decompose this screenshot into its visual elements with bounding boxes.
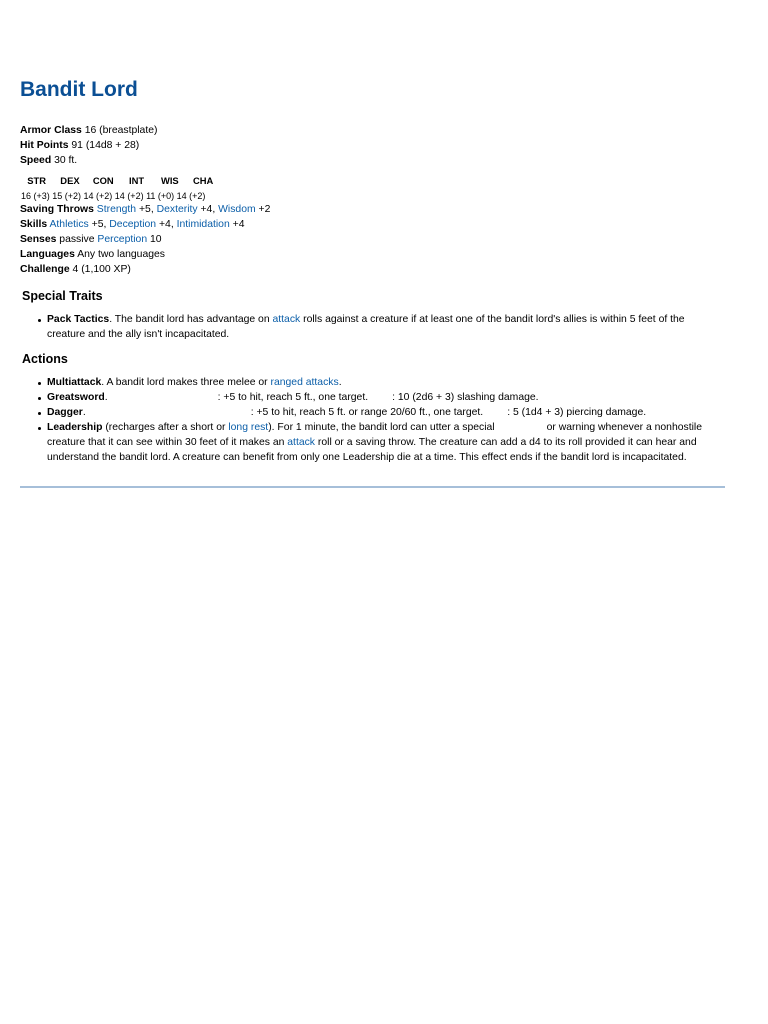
languages-value: Any two languages bbox=[77, 248, 165, 260]
multiattack-name: Multiattack bbox=[47, 377, 102, 388]
attack-link[interactable]: attack bbox=[272, 314, 301, 325]
ability-headers bbox=[20, 174, 725, 188]
wisdom-link[interactable]: Wisdom bbox=[218, 204, 256, 216]
hit-points-label: Hit Points bbox=[20, 139, 69, 151]
hit-points-value: 91 (14d8 + 28) bbox=[71, 139, 140, 151]
saving-throws-line bbox=[20, 203, 725, 218]
languages-line bbox=[20, 248, 725, 263]
pack-tactics-text-after: rolls against a creature if at least one of the bandit lord's allies is within 5 feet of the creature and the ally isn't incapacitated. bbox=[47, 314, 685, 340]
special-traits-list bbox=[20, 313, 725, 343]
list-item bbox=[47, 421, 725, 466]
speed-value: 30 ft. bbox=[54, 154, 78, 166]
challenge-value: 4 (1,100 XP) bbox=[72, 263, 131, 275]
armor-class-label: Armor Class bbox=[20, 125, 82, 136]
greatsword-damage: : 10 (2d6 + 3) slashing damage. bbox=[392, 391, 539, 403]
armor-class-line bbox=[20, 124, 725, 139]
actions-heading: Actions bbox=[22, 352, 68, 366]
athletics-link[interactable]: Athletics bbox=[49, 219, 89, 231]
list-item bbox=[47, 406, 725, 421]
skills-line bbox=[20, 218, 725, 233]
strength-save-value: +5, bbox=[138, 204, 154, 216]
actions-list bbox=[20, 376, 725, 465]
skills-label: Skills bbox=[20, 219, 48, 231]
dagger-name: Dagger bbox=[47, 406, 83, 418]
greatsword-name: Greatsword bbox=[47, 391, 105, 403]
dagger-damage: : 5 (1d4 + 3) piercing damage. bbox=[507, 406, 647, 418]
hit-points-line bbox=[20, 139, 725, 154]
deception-value: +4, bbox=[158, 219, 174, 231]
senses-prefix: passive bbox=[59, 233, 95, 245]
ranged-attacks-link[interactable]: ranged attacks bbox=[270, 377, 339, 388]
leadership-text-3: or warning whenever a nonhostile creature that it can see within 30 feet of it makes an bbox=[47, 421, 702, 448]
athletics-value: +5, bbox=[91, 219, 107, 231]
armor-class-value: 16 (breastplate) bbox=[84, 125, 158, 136]
wisdom-save-value: +2 bbox=[258, 204, 271, 216]
dexterity-save-value: +4, bbox=[200, 204, 216, 216]
greatsword-hit: : +5 to hit, reach 5 ft., one target. bbox=[217, 391, 369, 403]
special-traits-heading: Special Traits bbox=[22, 289, 103, 303]
greatsword-dot: . bbox=[104, 391, 108, 403]
list-item bbox=[47, 376, 725, 391]
pack-tactics-text-before: . The bandit lord has advantage on bbox=[109, 314, 270, 325]
ability-header-con: CON bbox=[92, 175, 114, 187]
ability-header-dex: DEX bbox=[60, 175, 80, 187]
challenge-label: Challenge bbox=[20, 263, 70, 275]
dexterity-link[interactable]: Dexterity bbox=[156, 204, 198, 216]
ability-header-cha: CHA bbox=[192, 175, 214, 187]
leadership-text-2: ). For 1 minute, the bandit lord can utter a special bbox=[268, 421, 495, 433]
list-item bbox=[47, 391, 725, 406]
speed-line bbox=[20, 154, 725, 169]
senses-label: Senses bbox=[20, 233, 57, 245]
stats-block bbox=[20, 124, 725, 277]
intimidation-link[interactable]: Intimidation bbox=[176, 219, 230, 231]
ability-header-wis: WIS bbox=[160, 175, 179, 187]
pack-tactics-name: Pack Tactics bbox=[47, 314, 110, 325]
leadership-name: Leadership bbox=[47, 421, 103, 433]
perception-link[interactable]: Perception bbox=[97, 233, 148, 245]
list-item bbox=[47, 313, 725, 343]
section-divider bbox=[20, 486, 725, 488]
senses-line bbox=[20, 233, 725, 248]
ability-values: 16 (+3) 15 (+2) 14 (+2) 14 (+2) 11 (+0) 14 (+2) bbox=[21, 191, 206, 202]
long-rest-link[interactable]: long rest bbox=[228, 421, 269, 433]
saving-throws-label: Saving Throws bbox=[20, 204, 94, 216]
ability-header-int: INT bbox=[128, 175, 145, 187]
dagger-hit: : +5 to hit, reach 5 ft. or range 20/60 ft., one target. bbox=[250, 406, 484, 418]
leadership-text-4: roll or a saving throw. The creature can add a d4 to its roll provided it can hear and understand the bandit lord. A creature can benefit from only one Leadership die at a time. This effect ends if the bandit lord is incapacitated. bbox=[47, 436, 697, 463]
leadership-attack-link[interactable]: attack bbox=[287, 436, 316, 448]
languages-label: Languages bbox=[20, 248, 75, 260]
strength-link[interactable]: Strength bbox=[96, 204, 137, 216]
intimidation-value: +4 bbox=[232, 219, 245, 231]
page-title: Bandit Lord bbox=[20, 78, 138, 101]
deception-link[interactable]: Deception bbox=[109, 219, 157, 231]
multiattack-text-after: . bbox=[338, 377, 342, 388]
multiattack-text-before: . A bandit lord makes three melee or bbox=[101, 377, 268, 388]
dagger-dot: . bbox=[82, 406, 86, 418]
challenge-line bbox=[20, 263, 725, 278]
leadership-text-1: (recharges after a short or bbox=[105, 421, 226, 433]
senses-value: 10 bbox=[150, 233, 162, 245]
ability-header-str: STR bbox=[27, 175, 47, 187]
speed-label: Speed bbox=[20, 154, 52, 166]
